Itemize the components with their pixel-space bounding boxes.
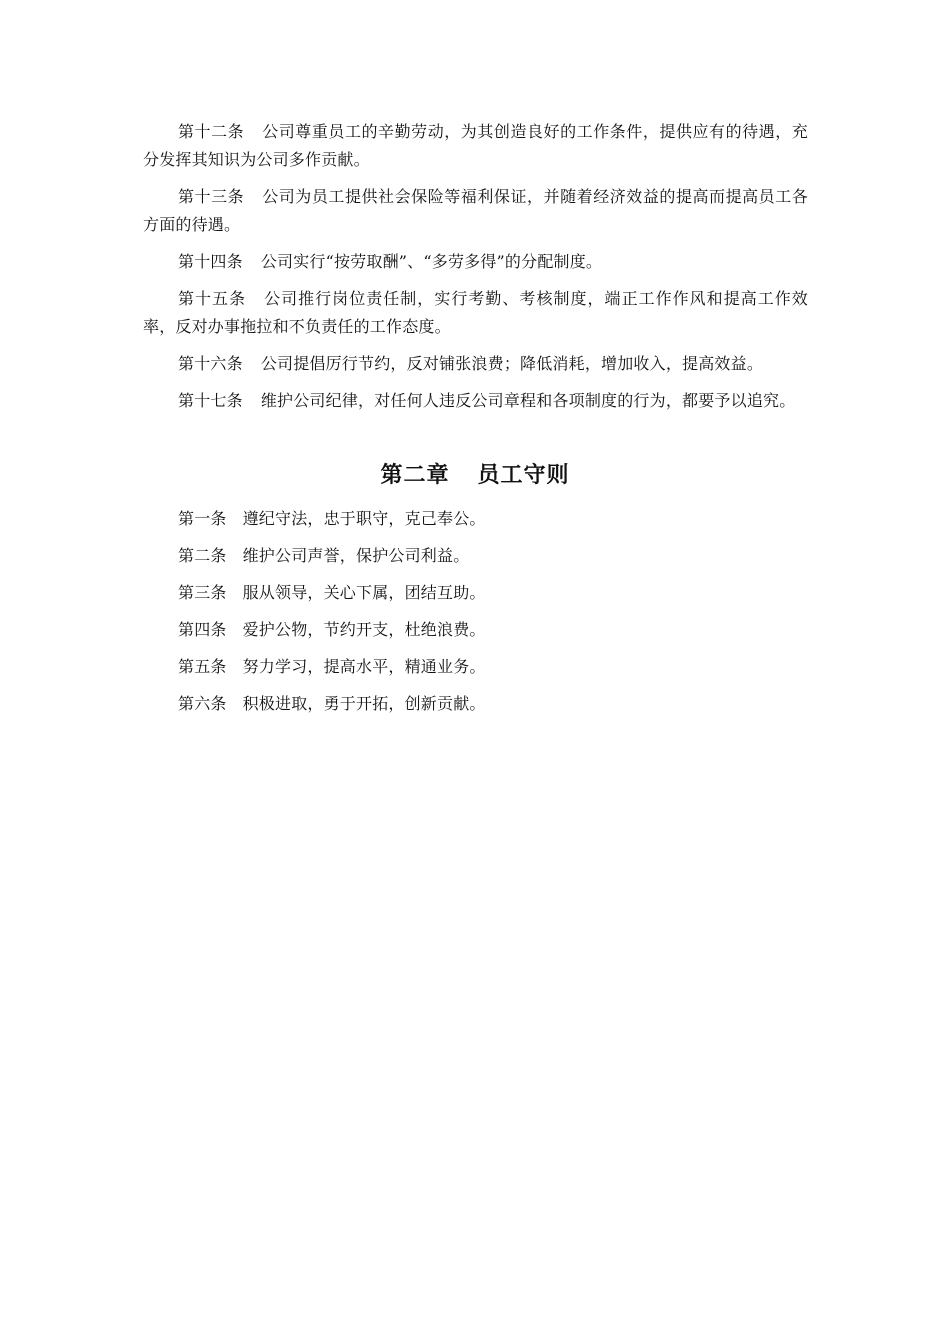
rule-text: 努力学习，提高水平，精通业务。: [242, 657, 486, 676]
article-number: 第十二条: [178, 122, 245, 141]
rule-text: 积极进取，勇于开拓，创新贡献。: [242, 694, 486, 713]
article-text: 公司提倡厉行节约，反对铺张浪费；降低消耗，增加收入，提高效益。: [260, 354, 764, 373]
article-15: [143, 285, 808, 341]
rule-4: [178, 616, 778, 644]
chapter-title-text: 员工守则: [477, 463, 570, 488]
rule-number: 第六条: [178, 694, 227, 713]
articles-section: [143, 118, 808, 424]
chapter-number: 第二章: [380, 463, 450, 488]
article-number: 第十四条: [178, 252, 243, 271]
rule-number: 第五条: [178, 657, 227, 676]
article-16: [143, 350, 808, 378]
article-12: [143, 118, 808, 174]
rule-6: [178, 690, 778, 718]
article-text: 公司推行岗位责任制，实行考勤、考核制度，端正工作作风和提高工作效率，反对办事拖拉和不负责任的工作态度。: [143, 289, 808, 336]
rule-3: [178, 579, 778, 607]
rules-section: [178, 505, 778, 727]
article-text: 公司尊重员工的辛勤劳动，为其创造良好的工作条件，提供应有的待遇，充分发挥其知识为公司多作贡献。: [143, 122, 808, 169]
chapter-heading: [0, 460, 950, 492]
article-13: [143, 183, 808, 239]
article-number: 第十七条: [178, 391, 243, 410]
article-number: 第十三条: [178, 187, 245, 206]
rule-text: 服从领导，关心下属，团结互助。: [242, 583, 486, 602]
article-number: 第十六条: [178, 354, 243, 373]
article-text: 公司为员工提供社会保险等福利保证，并随着经济效益的提高而提高员工各方面的待遇。: [143, 187, 808, 234]
article-14: [143, 248, 808, 276]
article-17: [143, 387, 808, 415]
rule-2: [178, 542, 778, 570]
article-number: 第十五条: [178, 289, 247, 308]
rule-5: [178, 653, 778, 681]
rule-1: [178, 505, 778, 533]
article-text: 公司实行“按劳取酬”、“多劳多得”的分配制度。: [260, 252, 603, 271]
rule-number: 第二条: [178, 546, 227, 565]
rule-text: 维护公司声誉，保护公司利益。: [242, 546, 470, 565]
rule-number: 第一条: [178, 509, 227, 528]
rule-text: 遵纪守法，忠于职守，克己奉公。: [242, 509, 486, 528]
rule-number: 第四条: [178, 620, 227, 639]
rule-number: 第三条: [178, 583, 227, 602]
rule-text: 爱护公物，节约开支，杜绝浪费。: [242, 620, 486, 639]
article-text: 维护公司纪律，对任何人违反公司章程和各项制度的行为，都要予以追究。: [260, 391, 796, 410]
